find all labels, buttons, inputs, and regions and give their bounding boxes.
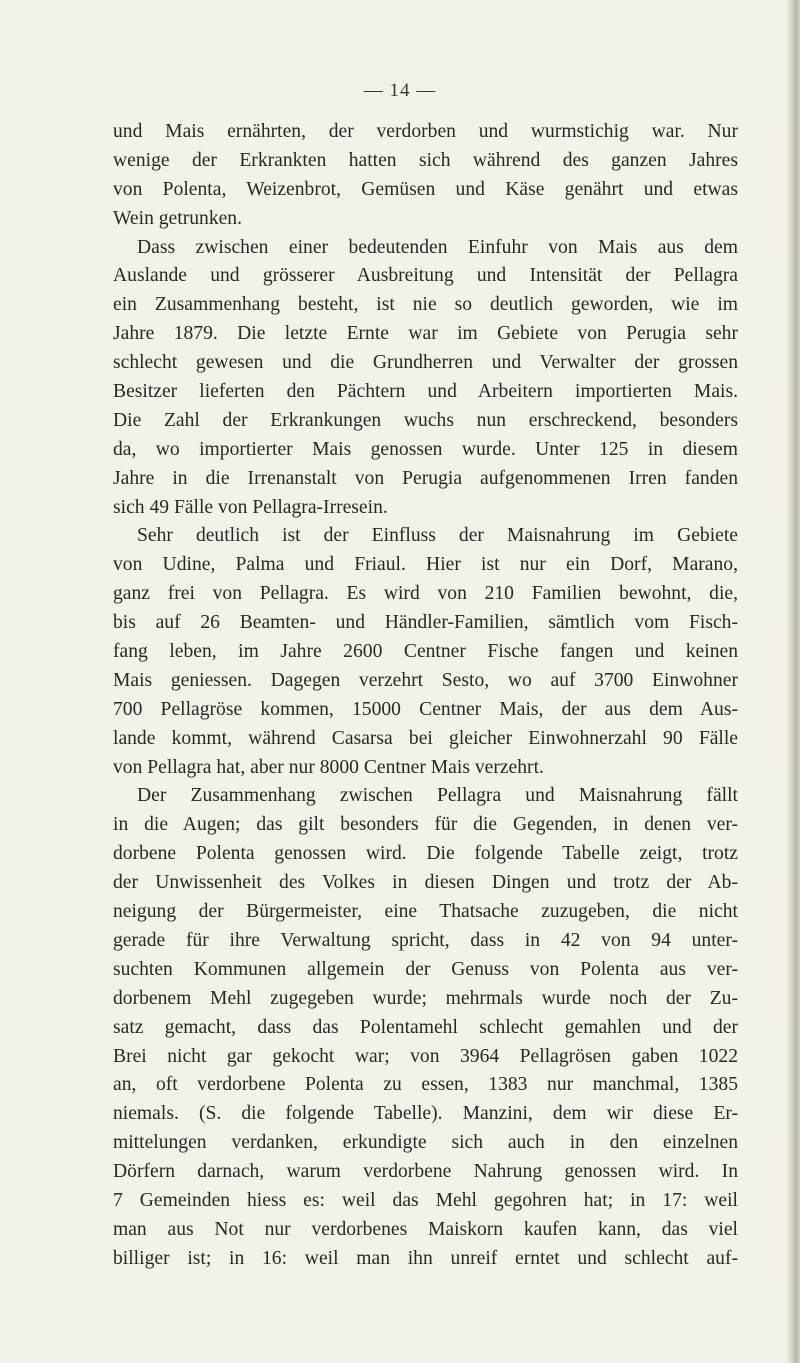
- text-line: Der Zusammenhang zwischen Pellagra und Maisnahrung fällt: [137, 785, 738, 807]
- text-line: Dörfern darnach, warum verdorbene Nahrung genossen wird. In: [113, 1161, 738, 1183]
- text-line: billiger ist; in 16: weil man ihn unreif erntet und schlecht auf-: [113, 1247, 738, 1269]
- text-line: der Unwissenheit des Volkes in diesen Dingen und trotz der Ab-: [113, 872, 738, 894]
- text-line: und Mais ernährten, der verdorben und wurmstichig war. Nur: [113, 121, 738, 142]
- text-line: dorbenem Mehl zugegeben wurde; mehrmals wurde noch der Zu-: [113, 987, 738, 1009]
- text-line: in die Augen; das gilt besonders für die Gegenden, in denen ver-: [113, 814, 738, 836]
- text-line: Jahre 1879. Die letzte Ernte war im Gebiete von Perugia sehr: [113, 323, 738, 345]
- text-line: dorbene Polenta genossen wird. Die folgende Tabelle zeigt, trotz: [113, 843, 738, 865]
- text-line: 7 Gemeinden hiess es: weil das Mehl gegohren hat; in 17: weil: [113, 1189, 738, 1211]
- text-line: mittelungen verdanken, erkundigte sich auch in den einzelnen: [113, 1132, 738, 1154]
- text-line: da, wo importierter Mais genossen wurde. Unter 125 in diesem: [113, 438, 738, 460]
- text-line: Sehr deutlich ist der Einfluss der Maisnahrung im Gebiete: [137, 525, 738, 547]
- text-line: niemals. (S. die folgende Tabelle). Manzini, dem wir diese Er-: [113, 1103, 738, 1125]
- text-line: von Pellagra hat, aber nur 8000 Centner Mais verzehrt.: [113, 756, 544, 778]
- text-line: 700 Pellagröse kommen, 15000 Centner Mais, der aus dem Aus-: [113, 698, 738, 720]
- text-line: schlecht gewesen und die Grundherren und Verwalter der grossen: [113, 352, 738, 374]
- text-line: Auslande und grösserer Ausbreitung und Intensität der Pellagra: [113, 265, 738, 287]
- text-line: Brei nicht gar gekocht war; von 3964 Pellagrösen gaben 1022: [113, 1045, 738, 1067]
- page-number: — 14 —: [363, 80, 437, 101]
- text-line: satz gemacht, dass das Polentamehl schlecht gemahlen und der: [113, 1016, 738, 1038]
- text-line: lande kommt, während Casarsa bei gleicher Einwohnerzahl 90 Fälle: [113, 727, 738, 749]
- text-line: gerade für ihre Verwaltung spricht, dass in 42 von 94 unter-: [113, 929, 738, 951]
- text-line: Dass zwischen einer bedeutenden Einfuhr von Mais aus dem: [137, 236, 738, 258]
- text-line: ganz frei von Pellagra. Es wird von 210 Familien bewohnt, die,: [113, 583, 738, 605]
- text-line: fang leben, im Jahre 2600 Centner Fische fangen und keinen: [113, 641, 738, 663]
- text-line: wenige der Erkrankten hatten sich während des ganzen Jahres: [113, 149, 738, 171]
- text-line: man aus Not nur verdorbenes Maiskorn kaufen kann, das viel: [113, 1218, 738, 1240]
- text-line: an, oft verdorbene Polenta zu essen, 1383 nur manchmal, 1385: [113, 1074, 738, 1096]
- text-line: Mais geniessen. Dagegen verzehrt Sesto, wo auf 3700 Einwohner: [113, 669, 738, 691]
- text-line: Besitzer lieferten den Pächtern und Arbeitern importierten Mais.: [113, 381, 738, 403]
- text-line: sich 49 Fälle von Pellagra-Irresein.: [113, 496, 388, 518]
- text-line: ein Zusammenhang besteht, ist nie so deutlich geworden, wie im: [113, 294, 738, 316]
- text-line: Wein getrunken.: [113, 207, 243, 229]
- page-edge-shadow: [786, 0, 800, 1363]
- text-line: von Polenta, Weizenbrot, Gemüsen und Käse genährt und etwas: [113, 178, 738, 200]
- text-line: Die Zahl der Erkrankungen wuchs nun erschreckend, besonders: [113, 409, 738, 431]
- text-line: bis auf 26 Beamten- und Händler-Familien, sämtlich vom Fisch-: [113, 612, 738, 634]
- text-line: Jahre in die Irrenanstalt von Perugia aufgenommenen Irren fanden: [113, 467, 738, 489]
- text-line: neigung der Bürgermeister, eine Thatsache zuzugeben, die nicht: [113, 901, 738, 923]
- body-text: [113, 118, 738, 1274]
- text-line: von Udine, Palma und Friaul. Hier ist nur ein Dorf, Marano,: [113, 554, 738, 576]
- text-line: suchten Kommunen allgemein der Genuss von Polenta aus ver-: [113, 958, 738, 980]
